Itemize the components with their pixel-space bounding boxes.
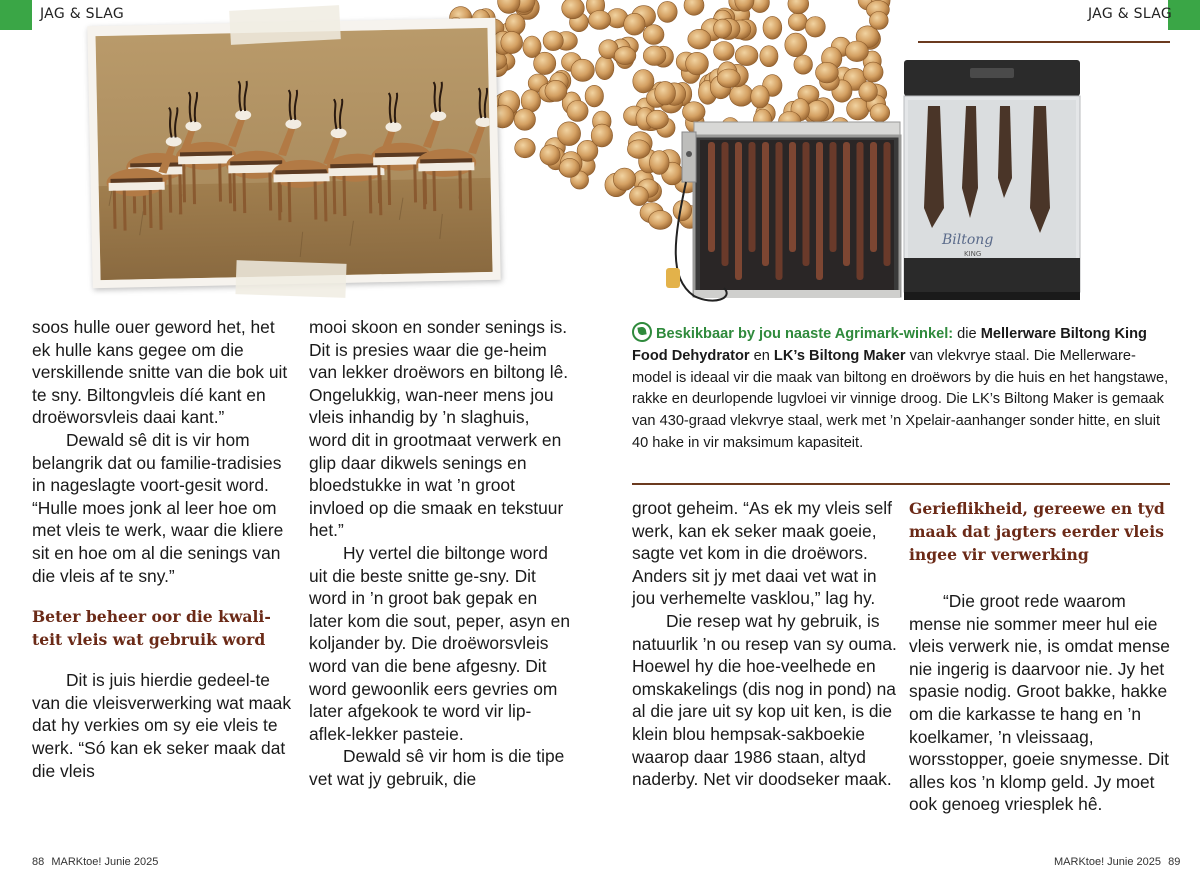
header-rule-right (918, 41, 1170, 43)
section-label-right: JAG & SLAG (1088, 6, 1173, 22)
springbok-herd-photo (96, 28, 493, 280)
product-mellerware: Mellerware Biltong King Food Dehydrator (632, 326, 1147, 364)
page-number-right: 89 (1168, 856, 1181, 868)
col3-paragraph-2: Die resep wat hy gebruik, is natuurlik ’n ou resep van sy ouma. Hoewel hy die hoe-veelhede en omskakelings (dis nog in pond) na al die jare uit sy kop uit ken, is die klein blou hempsak-sakboekie waarop daar 1986 staan, altyd naderby. Net vir doodseker maak. (632, 610, 897, 790)
article-column-1 (32, 316, 292, 782)
col2-paragraph-3: Dewald sê vir hom is die tipe vet wat jy gebruik, die (309, 746, 565, 789)
col1-paragraph-2: Dewald sê dit is vir hom belangrik dat ou familie-tradisies in nageslagte voort-gesit word. “Hulle moes jonk al leer hoe om met vleis te werk, waar die kliere sit en hoe om al die senings van die vleis af te sny.” (32, 429, 284, 586)
subheading-gerieflikheid: Gerieflikheid, gereewe en tyd maak dat jagters eerder vleis ingee vir verwerking (909, 499, 1165, 564)
product-lks: LK’s Biltong Maker (773, 347, 906, 364)
col3-paragraph-1: groot geheim. “As ek my vleis self werk, kan ek seker maak goeie, sagte vet kom in die droëwors. Anders sit jy met daai vet wat in jou verhemelte vasklou,” lag hy. (632, 498, 892, 609)
svg-text:Biltong: Biltong (942, 232, 994, 248)
availability-rule (632, 483, 1170, 485)
footer-left (32, 856, 158, 868)
header-accent-right (1168, 0, 1200, 30)
mellerware-dehydrator-image (664, 118, 904, 308)
availability-lead: Beskikbaar by jou naaste Agrimark-winkel: (656, 326, 954, 342)
subheading-beter-beheer: Beter beheer oor die kwali-teit vleis wat gebruik word (32, 607, 271, 650)
magazine-name-left: MARKtoe! Junie 2025 (51, 856, 159, 868)
availability-text-c: van vlekvrye staal. Die Mellerware-model is ideaal vir die maak van biltong en droëwors by die huis en het hangstawe, rakke en deurlopende lugvloei vir vinnige droog. Die LK’s Biltong Maker is gemaak van 430-graad vlekvrye staal, werk met ’n Xpelair-aanhanger sonder hitte, en sluit 40 hake in vir maksimum kapasiteit. (632, 347, 1169, 451)
col1-paragraph-3: Dit is juis hierdie gedeel-te van die vleisverwerking wat maak dat hy verkies om sy eie vleis te werk. “Só kan ek seker maak dat die vleis (32, 670, 292, 781)
availability-caption (632, 322, 1172, 455)
col1-paragraph-1: soos hulle ouer geword het, het ek hulle kans gegee om die verskillende snitte van die bok uit te sny. Biltongvleis díé kant en droëworsvleis daai kant.” (32, 317, 288, 428)
header-accent-left (0, 0, 32, 30)
agrimark-logo-icon (632, 322, 652, 342)
section-label-left: JAG & SLAG (40, 6, 125, 22)
svg-text:KING: KING (964, 250, 982, 258)
availability-text-a: die (953, 326, 981, 342)
col4-paragraph-1: “Die groot rede waarom mense nie sommer meer hul eie vleis verwerk nie, is omdat mense nie ingerig is daarvoor nie. Jy het spasie nodig. Groot bakke, hakke om die karkasse te hang en ’n koelkamer, ’n vleissaag, worsstopper, goeie snymesse. Dit alles kos ’n klomp geld. Jy moet ook genoeg vriesplek hê. (909, 591, 1170, 815)
availability-text-b: en (749, 347, 774, 364)
footer-right (1054, 856, 1180, 868)
article-column-4 (909, 497, 1173, 816)
photo-tape-top (229, 5, 341, 45)
col2-paragraph-2: Hy vertel die biltonge word uit die beste snitte ge-sny. Dit word in ’n groot bak gepak en later kom die sout, peper, asyn en koljander by. Die droëworsvleis word van die bene afgesny. Dit word gewoonlik eers gevries om later afgekook te word vir lip-aflek-lekker pasteie. (309, 542, 571, 744)
col2-paragraph-1: mooi skoon en sonder senings is. Dit is presies waar die ge-heim van lekker droëwors en biltong lê. Ongelukkig, wan-neer mens jou vleis inhandig by ’n slaghuis, word dit in grootmaat verwerk en glip daar dikwels senings en bloedstukke in wat ’n groot invloed op die smaak en tekstuur het.” (309, 317, 569, 541)
magazine-name-right: MARKtoe! Junie 2025 (1054, 856, 1162, 868)
springbok-photo-frame (87, 18, 500, 288)
lks-biltong-maker-image (900, 58, 1088, 308)
article-column-3 (632, 497, 898, 791)
photo-tape-bottom (235, 260, 346, 298)
page-number-left: 88 (32, 856, 45, 868)
article-column-2 (309, 316, 571, 790)
